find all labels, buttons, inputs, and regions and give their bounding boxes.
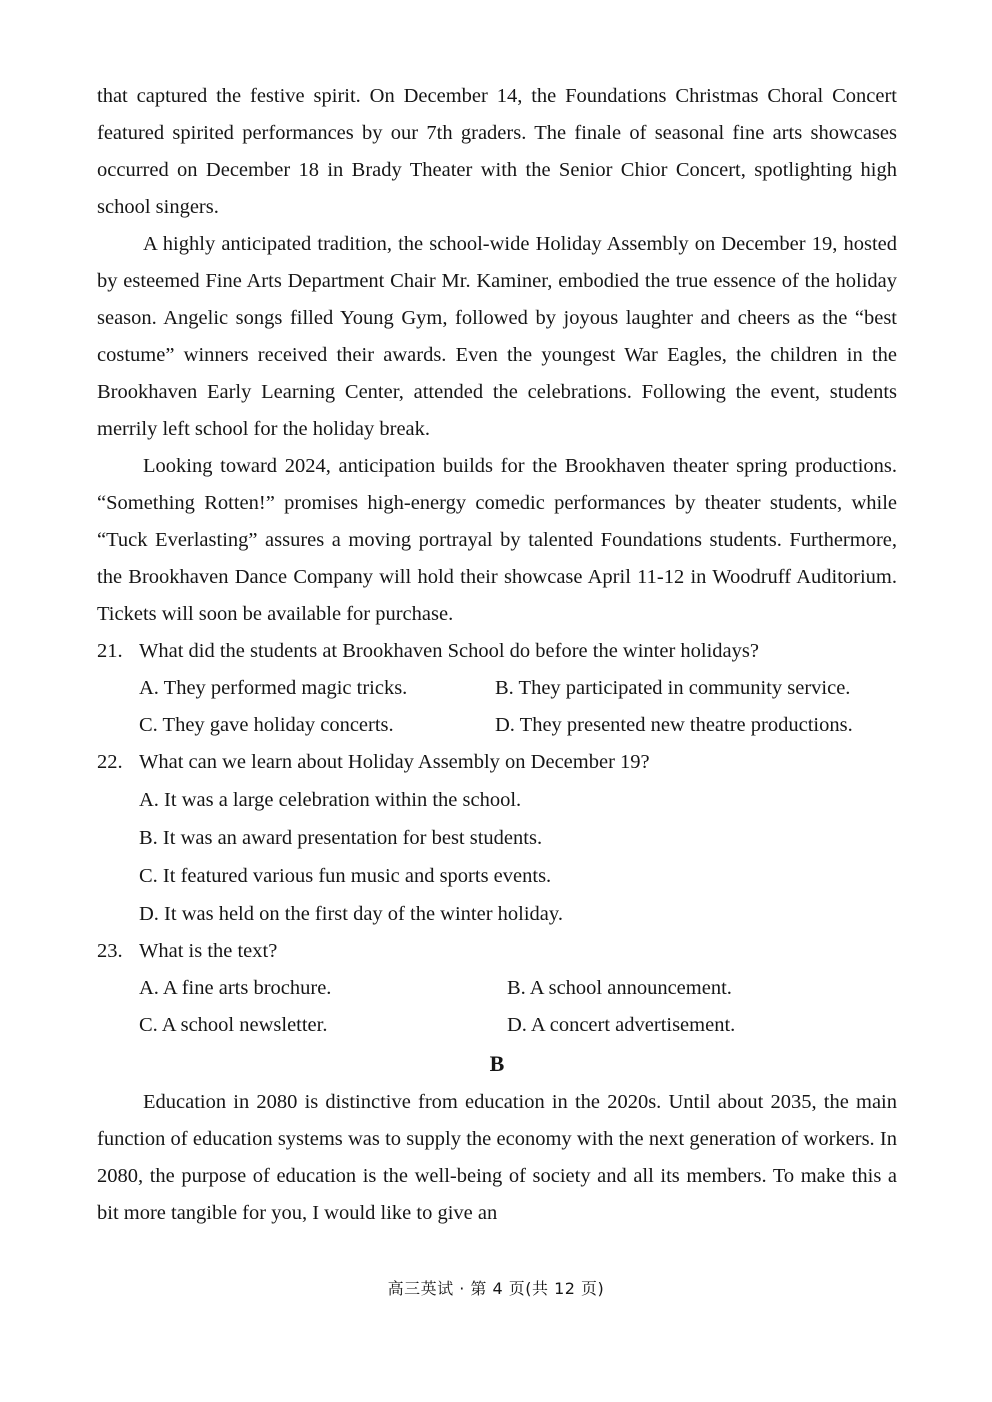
section-b-heading: B [489,1051,505,1076]
option-b: B. It was an award presentation for best students. [139,827,543,849]
question-text: What did the students at Brookhaven School do before the winter holidays? [139,640,759,662]
option-a: A. They performed magic tricks. [139,677,408,699]
question-23 [97,933,897,1044]
option-c: C. They gave holiday concerts. [139,714,394,736]
question-22 [97,744,897,933]
option-c: C. It featured various fun music and sports events. [139,865,552,887]
option-b: B. A school announcement. [507,977,732,999]
option-a: A. A fine arts brochure. [139,977,332,999]
question-text: What can we learn about Holiday Assembly on December 19? [139,751,650,773]
option-c: C. A school newsletter. [139,1014,328,1036]
question-number: 21. [97,640,123,662]
passage-b-paragraph-1: Education in 2080 is distinctive from education in the 2020s. Until about 2035, the main function of education systems was to supply the economy with the next generation of workers. In 2080, the purpose of education is the well-being of society and all its members. To make this a bit more tangible for you, I would like to give an [97,1091,897,1224]
question-number: 23. [97,940,123,962]
passage-a-paragraph-3: Looking toward 2024, anticipation builds for the Brookhaven theater spring productions. “Something Rotten!” promises high-energy comedic performances by theater students, while “Tuck Everlasting” assures a moving portrayal by talented Foundations students. Furthermore, the Brookhaven Dance Company will hold their showcase April 11-12 in Woodruff Auditorium. Tickets will soon be available for purchase. [97,455,897,625]
question-text: What is the text? [139,940,278,962]
exam-page [97,78,897,1232]
question-21 [97,633,897,744]
passage-a-paragraph-1: that captured the festive spirit. On December 14, the Foundations Christmas Choral Concert featured spirited performances by our 7th graders. The finale of seasonal fine arts showcases occurred on December 18 in Brady Theater with the Senior Chior Concert, spotlighting high school singers. [97,85,897,218]
option-d: D. They presented new theatre productions. [495,714,853,736]
option-d: D. It was held on the first day of the winter holiday. [139,903,563,925]
option-b: B. They participated in community service. [495,677,851,699]
passage-a-paragraph-2: A highly anticipated tradition, the school-wide Holiday Assembly on December 19, hosted by esteemed Fine Arts Department Chair Mr. Kaminer, embodied the true essence of the holiday season. Angelic songs filled Young Gym, followed by joyous laughter and cheers as the “best costume” winners received their awards. Even the youngest War Eagles, the children in the Brookhaven Early Learning Center, attended the celebrations. Following the event, students merrily left school for the holiday break. [97,233,897,440]
option-a: A. It was a large celebration within the school. [139,789,522,811]
option-d: D. A concert advertisement. [507,1014,736,1036]
page-footer: 高三英试 · 第 4 页(共 12 页) [387,1279,605,1298]
question-number: 22. [97,751,123,773]
